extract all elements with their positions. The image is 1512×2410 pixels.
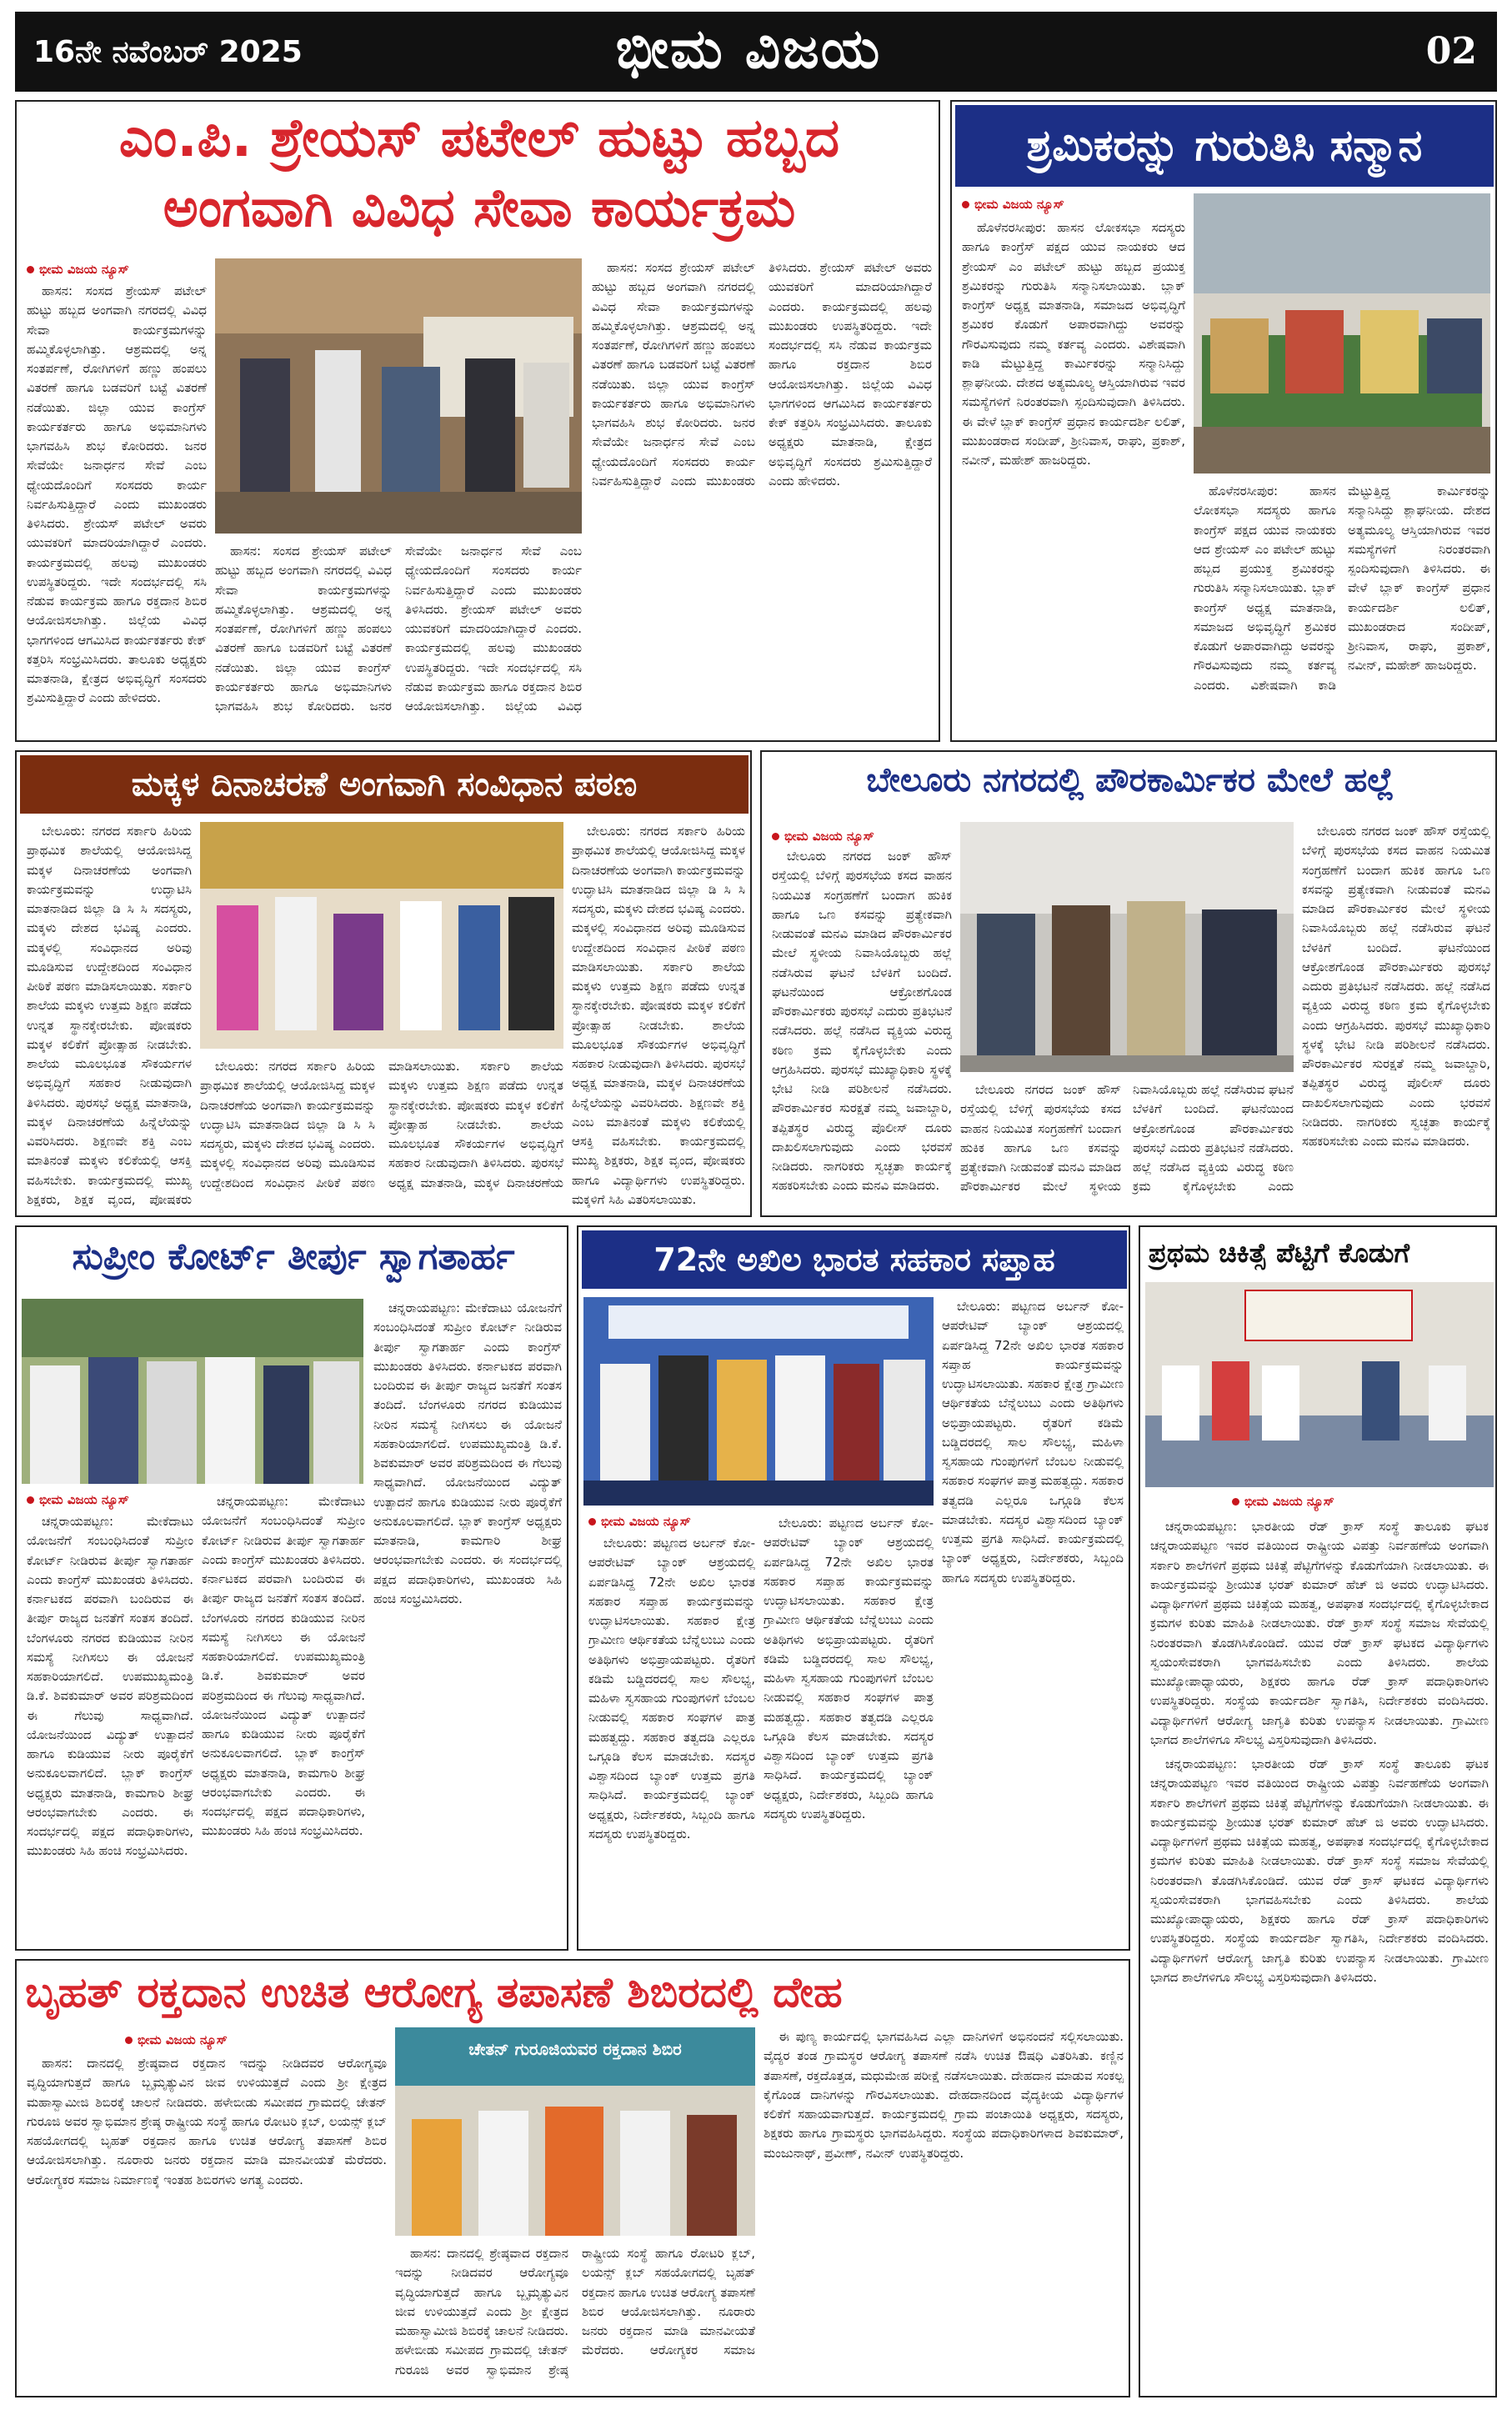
article-3: [15, 750, 752, 1217]
article-4-text-3: ಬೇಲೂರು ನಗರದ ಜಂಕ್ ಹೌಸ್ ರಸ್ತೆಯಲ್ಲಿ ಬೆಳಿಗ್ಗೆ ಪುರಸಭೆಯ ಕಸದ ವಾಹನ ನಿಯಮಿತ ಸಂಗ್ರಹಣೆಗೆ ಬಂದಾಗ ಹುಕಿಕ ಹಾಗೂ ಒಣ ಕಸವನ್ನು ಪ್ರತ್ಯೇಕವಾಗಿ ನೀಡುವಂತೆ ಮನವಿ ಮಾಡಿದ ಪೌರಕಾರ್ಮಿಕರ ಮೇಲೆ ಸ್ಥಳೀಯ ನಿವಾಸಿಯೊಬ್ಬರು ಹಲ್ಲೆ ನಡೆಸಿರುವ ಘಟನೆ ಬೆಳಕಿಗೆ ಬಂದಿದೆ. ಘಟನೆಯಿಂದ ಆಕ್ರೋಶಗೊಂಡ ಪೌರಕಾರ್ಮಿಕರು ಪುರಸಭೆ ಎದುರು ಪ್ರತಿಭಟನೆ ನಡೆಸಿದರು. ಹಲ್ಲೆ ನಡೆಸಿದ ವ್ಯಕ್ತಿಯ ವಿರುದ್ಧ ಕಠಿಣ ಕ್ರಮ ಕೈಗೊಳ್ಳಬೇಕು ಎಂದು ಆಗ್ರಹಿಸಿದರು. ಪುರಸಭೆ ಮುಖ್ಯಾಧಿಕಾರಿ ಸ್ಥಳಕ್ಕೆ ಭೇಟಿ ನೀಡಿ ಪರಿಶೀಲನೆ ನಡೆಸಿದರು. ಪೌರಕಾರ್ಮಿಕರ ಸುರಕ್ಷತೆ ನಮ್ಮ ಜವಾಬ್ದಾರಿ, ತಪ್ಪಿತಸ್ಥರ ವಿರುದ್ಧ ಪೊಲೀಸ್ ದೂರು ದಾಖಲಿಸಲಾಗುವುದು ಎಂದು ಭರವಸೆ ನೀಡಿದರು. ನಾಗರಿಕರು ಸ್ವಚ್ಛತಾ ಕಾರ್ಯಕ್ಕೆ ಸಹಕರಿಸಬೇಕು ಎಂದು ಮನವಿ ಮಾಡಿದರು.: [1302, 824, 1490, 1149]
article-4-body-left: [772, 847, 952, 1210]
article-6-text: ಬೇಲೂರು: ಪಟ್ಟಣದ ಅರ್ಬನ್ ಕೋ-ಆಪರೇಟಿವ್ ಬ್ಯಾಂಕ್ ಆಶ್ರಯದಲ್ಲಿ ಏರ್ಪಡಿಸಿದ್ದ 72ನೇ ಅಖಿಲ ಭಾರತ ಸಹಕಾರ ಸಪ್ತಾಹ ಕಾರ್ಯಕ್ರಮವನ್ನು ಉದ್ಘಾಟಿಸಲಾಯಿತು. ಸಹಕಾರ ಕ್ಷೇತ್ರ ಗ್ರಾಮೀಣ ಆರ್ಥಿಕತೆಯ ಬೆನ್ನೆಲುಬು ಎಂದು ಅತಿಥಿಗಳು ಅಭಿಪ್ರಾಯಪಟ್ಟರು. ರೈತರಿಗೆ ಕಡಿಮೆ ಬಡ್ಡಿದರದಲ್ಲಿ ಸಾಲ ಸೌಲಭ್ಯ, ಮಹಿಳಾ ಸ್ವಸಹಾಯ ಗುಂಪುಗಳಿಗೆ ಬೆಂಬಲ ನೀಡುವಲ್ಲಿ ಸಹಕಾರ ಸಂಘಗಳ ಪಾತ್ರ ಮಹತ್ವದ್ದು. ಸಹಕಾರ ತತ್ವದಡಿ ಎಲ್ಲರೂ ಒಗ್ಗೂಡಿ ಕೆಲಸ ಮಾಡಬೇಕು. ಸದಸ್ಯರ ವಿಶ್ವಾಸದಿಂದ ಬ್ಯಾಂಕ್ ಉತ್ತಮ ಪ್ರಗತಿ ಸಾಧಿಸಿದೆ. ಕಾರ್ಯಕ್ರಮದಲ್ಲಿ ಬ್ಯಾಂಕ್ ಅಧ್ಯಕ್ಷರು, ನಿರ್ದೇಶಕರು, ಸಿಬ್ಬಂದಿ ಹಾಗೂ ಸದಸ್ಯರು ಉಪಸ್ಥಿತರಿದ್ದರು.: [588, 1536, 755, 1841]
article-1-photo: [215, 258, 582, 534]
masthead: [15, 12, 1497, 92]
article-7-photo: [1145, 1282, 1494, 1487]
logo-text: ಭೀಮ ವಿಜಯ: [615, 17, 882, 81]
article-6-body-left: [588, 1534, 755, 1944]
news-tag: [772, 829, 874, 844]
tag-dot-icon: [962, 201, 969, 208]
article-8: [15, 1959, 1130, 2397]
article-1-body-right: [592, 258, 932, 734]
article-3-body-under-photo: [200, 1057, 563, 1210]
article-2-headline: ಶ್ರಮಿಕರನ್ನು ಗುರುತಿಸಿ ಸನ್ಮಾನ: [955, 105, 1494, 187]
article-1-text-3: ಹಾಸನ: ಸಂಸದ ಶ್ರೇಯಸ್ ಪಟೇಲ್ ಹುಟ್ಟು ಹಬ್ಬದ ಅಂಗವಾಗಿ ನಗರದಲ್ಲಿ ವಿವಿಧ ಸೇವಾ ಕಾರ್ಯಕ್ರಮಗಳನ್ನು ಹಮ್ಮಿಕೊಳ್ಳಲಾಗಿತ್ತು. ಆಶ್ರಮದಲ್ಲಿ ಅನ್ನ ಸಂತರ್ಪಣೆ, ರೋಗಿಗಳಿಗೆ ಹಣ್ಣು ಹಂಪಲು ವಿತರಣೆ ಹಾಗೂ ಬಡವರಿಗೆ ಬಟ್ಟೆ ವಿತರಣೆ ನಡೆಯಿತು. ಜಿಲ್ಲಾ ಯುವ ಕಾಂಗ್ರೆಸ್ ಕಾರ್ಯಕರ್ತರು ಹಾಗೂ ಅಭಿಮಾನಿಗಳು ಭಾಗವಹಿಸಿ ಶುಭ ಕೋರಿದರು. ಜನರ ಸೇವೆಯೇ ಜನಾರ್ಧನ ಸೇವೆ ಎಂಬ ಧ್ಯೇಯದೊಂದಿಗೆ ಸಂಸದರು ಕಾರ್ಯ ನಿರ್ವಹಿಸುತ್ತಿದ್ದಾರೆ ಎಂದು ಮುಖಂಡರು ತಿಳಿಸಿದರು. ಶ್ರೇಯಸ್ ಪಟೇಲ್ ಅವರು ಯುವಕರಿಗೆ ಮಾದರಿಯಾಗಿದ್ದಾರೆ ಎಂದರು. ಕಾರ್ಯಕ್ರಮದಲ್ಲಿ ಹಲವು ಮುಖಂಡರು ಉಪಸ್ಥಿತರಿದ್ದರು. ಇದೇ ಸಂದರ್ಭದಲ್ಲಿ ಸಸಿ ನೆಡುವ ಕಾರ್ಯಕ್ರಮ ಹಾಗೂ ರಕ್ತದಾನ ಶಿಬಿರ ಆಯೋಜಿಸಲಾಗಿತ್ತು. ಜಿಲ್ಲೆಯ ವಿವಿಧ ಭಾಗಗಳಿಂದ ಆಗಮಿಸಿದ ಕಾರ್ಯಕರ್ತರು ಕೇಕ್ ಕತ್ತರಿಸಿ ಸಂಭ್ರಮಿಸಿದರು. ತಾಲೂಕು ಅಧ್ಯಕ್ಷರು ಮಾತನಾಡಿ, ಕ್ಷೇತ್ರದ ಅಭಿವೃದ್ಧಿಗೆ ಸಂಸದರು ಶ್ರಮಿಸುತ್ತಿದ್ದಾರೆ ಎಂದು ಹೇಳಿದರು.: [592, 260, 932, 489]
news-tag: [588, 1514, 691, 1529]
article-6-text-2: ಬೇಲೂರು: ಪಟ್ಟಣದ ಅರ್ಬನ್ ಕೋ-ಆಪರೇಟಿವ್ ಬ್ಯಾಂಕ್ ಆಶ್ರಯದಲ್ಲಿ ಏರ್ಪಡಿಸಿದ್ದ 72ನೇ ಅಖಿಲ ಭಾರತ ಸಹಕಾರ ಸಪ್ತಾಹ ಕಾರ್ಯಕ್ರಮವನ್ನು ಉದ್ಘಾಟಿಸಲಾಯಿತು. ಸಹಕಾರ ಕ್ಷೇತ್ರ ಗ್ರಾಮೀಣ ಆರ್ಥಿಕತೆಯ ಬೆನ್ನೆಲುಬು ಎಂದು ಅತಿಥಿಗಳು ಅಭಿಪ್ರಾಯಪಟ್ಟರು. ರೈತರಿಗೆ ಕಡಿಮೆ ಬಡ್ಡಿದರದಲ್ಲಿ ಸಾಲ ಸೌಲಭ್ಯ, ಮಹಿಳಾ ಸ್ವಸಹಾಯ ಗುಂಪುಗಳಿಗೆ ಬೆಂಬಲ ನೀಡುವಲ್ಲಿ ಸಹಕಾರ ಸಂಘಗಳ ಪಾತ್ರ ಮಹತ್ವದ್ದು. ಸಹಕಾರ ತತ್ವದಡಿ ಎಲ್ಲರೂ ಒಗ್ಗೂಡಿ ಕೆಲಸ ಮಾಡಬೇಕು. ಸದಸ್ಯರ ವಿಶ್ವಾಸದಿಂದ ಬ್ಯಾಂಕ್ ಉತ್ತಮ ಪ್ರಗತಿ ಸಾಧಿಸಿದೆ. ಕಾರ್ಯಕ್ರಮದಲ್ಲಿ ಬ್ಯಾಂಕ್ ಅಧ್ಯಕ್ಷರು, ನಿರ್ದೇಶಕರು, ಸಿಬ್ಬಂದಿ ಹಾಗೂ ಸದಸ್ಯರು ಉಪಸ್ಥಿತರಿದ್ದರು.: [764, 1516, 934, 1821]
tag-dot-icon: [27, 1496, 34, 1504]
article-8-text-3: ಈ ಪುಣ್ಯ ಕಾರ್ಯದಲ್ಲಿ ಭಾಗವಹಿಸಿದ ಎಲ್ಲಾ ದಾನಿಗಳಿಗೆ ಅಭಿನಂದನೆ ಸಲ್ಲಿಸಲಾಯಿತು. ವೈದ್ಯರ ತಂಡ ಗ್ರಾಮಸ್ಥರ ಆರೋಗ್ಯ ತಪಾಸಣೆ ನಡೆಸಿ ಉಚಿತ ಔಷಧಿ ವಿತರಿಸಿತು. ಕಣ್ಣಿನ ತಪಾಸಣೆ, ರಕ್ತದೊತ್ತಡ, ಮಧುಮೇಹ ಪರೀಕ್ಷೆ ನಡೆಸಲಾಯಿತು. ದೇಹದಾನ ಮಾಡುವ ಸಂಕಲ್ಪ ಕೈಗೊಂಡ ದಾನಿಗಳನ್ನು ಗೌರವಿಸಲಾಯಿತು. ದೇಹದಾನದಿಂದ ವೈದ್ಯಕೀಯ ವಿದ್ಯಾರ್ಥಿಗಳ ಕಲಿಕೆಗೆ ಸಹಾಯವಾಗುತ್ತದೆ. ಕಾರ್ಯಕ್ರಮದಲ್ಲಿ ಗ್ರಾಮ ಪಂಚಾಯಿತಿ ಅಧ್ಯಕ್ಷರು, ಸದಸ್ಯರು, ಶಿಕ್ಷಕರು ಹಾಗೂ ಗ್ರಾಮಸ್ಥರು ಭಾಗವಹಿಸಿದ್ದರು. ಸಂಸ್ಥೆಯ ಪದಾಧಿಕಾರಿಗಳಾದ ಶಿವಕುಮಾರ್, ಮಂಜುನಾಥ್, ಪ್ರವೀಣ್, ನವೀನ್ ಉಪಸ್ಥಿತರಿದ್ದರು.: [764, 2029, 1124, 2161]
article-3-body-right: [572, 822, 745, 1210]
article-1-text-2: ಹಾಸನ: ಸಂಸದ ಶ್ರೇಯಸ್ ಪಟೇಲ್ ಹುಟ್ಟು ಹಬ್ಬದ ಅಂಗವಾಗಿ ನಗರದಲ್ಲಿ ವಿವಿಧ ಸೇವಾ ಕಾರ್ಯಕ್ರಮಗಳನ್ನು ಹಮ್ಮಿಕೊಳ್ಳಲಾಗಿತ್ತು. ಆಶ್ರಮದಲ್ಲಿ ಅನ್ನ ಸಂತರ್ಪಣೆ, ರೋಗಿಗಳಿಗೆ ಹಣ್ಣು ಹಂಪಲು ವಿತರಣೆ ಹಾಗೂ ಬಡವರಿಗೆ ಬಟ್ಟೆ ವಿತರಣೆ ನಡೆಯಿತು. ಜಿಲ್ಲಾ ಯುವ ಕಾಂಗ್ರೆಸ್ ಕಾರ್ಯಕರ್ತರು ಹಾಗೂ ಅಭಿಮಾನಿಗಳು ಭಾಗವಹಿಸಿ ಶುಭ ಕೋರಿದರು. ಜನರ ಸೇವೆಯೇ ಜನಾರ್ಧನ ಸೇವೆ ಎಂಬ ಧ್ಯೇಯದೊಂದಿಗೆ ಸಂಸದರು ಕಾರ್ಯ ನಿರ್ವಹಿಸುತ್ತಿದ್ದಾರೆ ಎಂದು ಮುಖಂಡರು ತಿಳಿಸಿದರು. ಶ್ರೇಯಸ್ ಪಟೇಲ್ ಅವರು ಯುವಕರಿಗೆ ಮಾದರಿಯಾಗಿದ್ದಾರೆ ಎಂದರು. ಕಾರ್ಯಕ್ರಮದಲ್ಲಿ ಹಲವು ಮುಖಂಡರು ಉಪಸ್ಥಿತರಿದ್ದರು. ಇದೇ ಸಂದರ್ಭದಲ್ಲಿ ಸಸಿ ನೆಡುವ ಕಾರ್ಯಕ್ರಮ ಹಾಗೂ ರಕ್ತದಾನ ಶಿಬಿರ ಆಯೋಜಿಸಲಾಗಿತ್ತು. ಜಿಲ್ಲೆಯ ವಿವಿಧ: [215, 544, 582, 714]
news-tag: [125, 2032, 228, 2047]
news-tag-label: ಭೀಮ ವಿಜಯ ನ್ಯೂಸ್: [39, 1492, 129, 1507]
article-3-text: ಬೇಲೂರು: ನಗರದ ಸರ್ಕಾರಿ ಹಿರಿಯ ಪ್ರಾಥಮಿಕ ಶಾಲೆಯಲ್ಲಿ ಆಯೋಜಿಸಿದ್ದ ಮಕ್ಕಳ ದಿನಾಚರಣೆಯ ಅಂಗವಾಗಿ ಕಾರ್ಯಕ್ರಮವನ್ನು ಉದ್ಘಾಟಿಸಿ ಮಾತನಾಡಿದ ಜಿಲ್ಲಾ ಡಿ ಸಿ ಸಿ ಸದಸ್ಯರು, ಮಕ್ಕಳು ದೇಶದ ಭವಿಷ್ಯ ಎಂದರು. ಮಕ್ಕಳಲ್ಲಿ ಸಂವಿಧಾನದ ಅರಿವು ಮೂಡಿಸುವ ಉದ್ದೇಶದಿಂದ ಸಂವಿಧಾನ ಪೀಠಿಕೆ ಪಠಣ ಮಾಡಿಸಲಾಯಿತು. ಸರ್ಕಾರಿ ಶಾಲೆಯ ಮಕ್ಕಳು ಉತ್ತಮ ಶಿಕ್ಷಣ ಪಡೆದು ಉನ್ನತ ಸ್ಥಾನಕ್ಕೇರಬೇಕು. ಪೋಷಕರು ಮಕ್ಕಳ ಕಲಿಕೆಗೆ ಪ್ರೋತ್ಸಾಹ ನೀಡಬೇಕು. ಶಾಲೆಯ ಮೂಲಭೂತ ಸೌಕರ್ಯಗಳ ಅಭಿವೃದ್ಧಿಗೆ ಸಹಕಾರ ನೀಡುವುದಾಗಿ ತಿಳಿಸಿದರು. ಪುರಸಭೆ ಅಧ್ಯಕ್ಷ ಮಾತನಾಡಿ, ಮಕ್ಕಳ ದಿನಾಚರಣೆಯ ಹಿನ್ನೆಲೆಯನ್ನು ವಿವರಿಸಿದರು. ಶಿಕ್ಷಣವೇ ಶಕ್ತಿ ಎಂಬ ಮಾತಿನಂತೆ ಮಕ್ಕಳು ಕಲಿಕೆಯಲ್ಲಿ ಆಸಕ್ತಿ ವಹಿಸಬೇಕು. ಕಾರ್ಯಕ್ರಮದಲ್ಲಿ ಮುಖ್ಯ ಶಿಕ್ಷಕರು, ಶಿಕ್ಷಕ ವೃಂದ, ಪೋಷಕರು: [27, 824, 192, 1207]
newspaper-logo: [482, 17, 1015, 83]
article-5-body-right: [373, 1299, 562, 1944]
tag-dot-icon: [772, 833, 779, 840]
article-4-photo: [960, 822, 1294, 1072]
article-3-text-3: ಬೇಲೂರು: ನಗರದ ಸರ್ಕಾರಿ ಹಿರಿಯ ಪ್ರಾಥಮಿಕ ಶಾಲೆಯಲ್ಲಿ ಆಯೋಜಿಸಿದ್ದ ಮಕ್ಕಳ ದಿನಾಚರಣೆಯ ಅಂಗವಾಗಿ ಕಾರ್ಯಕ್ರಮವನ್ನು ಉದ್ಘಾಟಿಸಿ ಮಾತನಾಡಿದ ಜಿಲ್ಲಾ ಡಿ ಸಿ ಸಿ ಸದಸ್ಯರು, ಮಕ್ಕಳು ದೇಶದ ಭವಿಷ್ಯ ಎಂದರು. ಮಕ್ಕಳಲ್ಲಿ ಸಂವಿಧಾನದ ಅರಿವು ಮೂಡಿಸುವ ಉದ್ದೇಶದಿಂದ ಸಂವಿಧಾನ ಪೀಠಿಕೆ ಪಠಣ ಮಾಡಿಸಲಾಯಿತು. ಸರ್ಕಾರಿ ಶಾಲೆಯ ಮಕ್ಕಳು ಉತ್ತಮ ಶಿಕ್ಷಣ ಪಡೆದು ಉನ್ನತ ಸ್ಥಾನಕ್ಕೇರಬೇಕು. ಪೋಷಕರು ಮಕ್ಕಳ ಕಲಿಕೆಗೆ ಪ್ರೋತ್ಸಾಹ ನೀಡಬೇಕು. ಶಾಲೆಯ ಮೂಲಭೂತ ಸೌಕರ್ಯಗಳ ಅಭಿವೃದ್ಧಿಗೆ ಸಹಕಾರ ನೀಡುವುದಾಗಿ ತಿಳಿಸಿದರು. ಪುರಸಭೆ ಅಧ್ಯಕ್ಷ ಮಾತನಾಡಿ, ಮಕ್ಕಳ ದಿನಾಚರಣೆಯ ಹಿನ್ನೆಲೆಯನ್ನು ವಿವರಿಸಿದರು. ಶಿಕ್ಷಣವೇ ಶಕ್ತಿ ಎಂಬ ಮಾತಿನಂತೆ ಮಕ್ಕಳು ಕಲಿಕೆಯಲ್ಲಿ ಆಸಕ್ತಿ ವಹಿಸಬೇಕು. ಕಾರ್ಯಕ್ರಮದಲ್ಲಿ ಮುಖ್ಯ ಶಿಕ್ಷಕರು, ಶಿಕ್ಷಕ ವೃಂದ, ಪೋಷಕರು ಹಾಗೂ ವಿದ್ಯಾರ್ಥಿಗಳು ಉಪಸ್ಥಿತರಿದ್ದರು. ಮಕ್ಕಳಿಗೆ ಸಿಹಿ ವಿತರಿಸಲಾಯಿತು.: [572, 824, 745, 1207]
news-tag-label: ಭೀಮ ವಿಜಯ ನ್ಯೂಸ್: [601, 1514, 691, 1529]
article-4-body-under-photo: [960, 1080, 1294, 1210]
article-4-text-2: ಬೇಲೂರು ನಗರದ ಜಂಕ್ ಹೌಸ್ ರಸ್ತೆಯಲ್ಲಿ ಬೆಳಿಗ್ಗೆ ಪುರಸಭೆಯ ಕಸದ ವಾಹನ ನಿಯಮಿತ ಸಂಗ್ರಹಣೆಗೆ ಬಂದಾಗ ಹುಕಿಕ ಹಾಗೂ ಒಣ ಕಸವನ್ನು ಪ್ರತ್ಯೇಕವಾಗಿ ನೀಡುವಂತೆ ಮನವಿ ಮಾಡಿದ ಪೌರಕಾರ್ಮಿಕರ ಮೇಲೆ ಸ್ಥಳೀಯ ನಿವಾಸಿಯೊಬ್ಬರು ಹಲ್ಲೆ ನಡೆಸಿರುವ ಘಟನೆ ಬೆಳಕಿಗೆ ಬಂದಿದೆ. ಘಟನೆಯಿಂದ ಆಕ್ರೋಶಗೊಂಡ ಪೌರಕಾರ್ಮಿಕರು ಪುರಸಭೆ ಎದುರು ಪ್ರತಿಭಟನೆ ನಡೆಸಿದರು. ಹಲ್ಲೆ ನಡೆಸಿದ ವ್ಯಕ್ತಿಯ ವಿರುದ್ಧ ಕಠಿಣ ಕ್ರಮ ಕೈಗೊಳ್ಳಬೇಕು ಎಂದು: [960, 1082, 1294, 1195]
article-8-body-right: [764, 2027, 1124, 2391]
article-6-photo: [583, 1297, 934, 1506]
article-6-text-3: ಬೇಲೂರು: ಪಟ್ಟಣದ ಅರ್ಬನ್ ಕೋ-ಆಪರೇಟಿವ್ ಬ್ಯಾಂಕ್ ಆಶ್ರಯದಲ್ಲಿ ಏರ್ಪಡಿಸಿದ್ದ 72ನೇ ಅಖಿಲ ಭಾರತ ಸಹಕಾರ ಸಪ್ತಾಹ ಕಾರ್ಯಕ್ರಮವನ್ನು ಉದ್ಘಾಟಿಸಲಾಯಿತು. ಸಹಕಾರ ಕ್ಷೇತ್ರ ಗ್ರಾಮೀಣ ಆರ್ಥಿಕತೆಯ ಬೆನ್ನೆಲುಬು ಎಂದು ಅತಿಥಿಗಳು ಅಭಿಪ್ರಾಯಪಟ್ಟರು. ರೈತರಿಗೆ ಕಡಿಮೆ ಬಡ್ಡಿದರದಲ್ಲಿ ಸಾಲ ಸೌಲಭ್ಯ, ಮಹಿಳಾ ಸ್ವಸಹಾಯ ಗುಂಪುಗಳಿಗೆ ಬೆಂಬಲ ನೀಡುವಲ್ಲಿ ಸಹಕಾರ ಸಂಘಗಳ ಪಾತ್ರ ಮಹತ್ವದ್ದು. ಸಹಕಾರ ತತ್ವದಡಿ ಎಲ್ಲರೂ ಒಗ್ಗೂಡಿ ಕೆಲಸ ಮಾಡಬೇಕು. ಸದಸ್ಯರ ವಿಶ್ವಾಸದಿಂದ ಬ್ಯಾಂಕ್ ಉತ್ತಮ ಪ್ರಗತಿ ಸಾಧಿಸಿದೆ. ಕಾರ್ಯಕ್ರಮದಲ್ಲಿ ಬ್ಯಾಂಕ್ ಅಧ್ಯಕ್ಷರು, ನಿರ್ದೇಶಕರು, ಸಿಬ್ಬಂದಿ ಹಾಗೂ ಸದಸ್ಯರು ಉಪಸ್ಥಿತರಿದ್ದರು.: [942, 1299, 1124, 1586]
article-5-body-mid: [202, 1492, 365, 1944]
article-6: [577, 1225, 1130, 1951]
news-tag: [1232, 1494, 1334, 1509]
article-8-body-left: [27, 2054, 387, 2391]
news-tag: [27, 262, 129, 277]
article-2-photo: [1194, 193, 1490, 473]
article-8-body-mid: [395, 2244, 755, 2391]
article-4-body-right: [1302, 822, 1490, 1210]
tag-dot-icon: [125, 2037, 133, 2044]
article-1: [15, 100, 940, 742]
news-tag: [27, 1492, 129, 1507]
article-3-photo: [200, 822, 563, 1049]
article-7: [1139, 1225, 1497, 2397]
article-2: [950, 100, 1497, 742]
tag-dot-icon: [588, 1518, 596, 1526]
article-7-body: [1150, 1517, 1489, 2391]
article-8-photo: [395, 2027, 755, 2236]
article-5-text-3: ಚನ್ನರಾಯಪಟ್ಟಣ: ಮೇಕೆದಾಟು ಯೋಜನೆಗೆ ಸಂಬಂಧಿಸಿದಂತೆ ಸುಪ್ರೀಂ ಕೋರ್ಟ್ ನೀಡಿರುವ ತೀರ್ಪು ಸ್ವಾಗತಾರ್ಹ ಎಂದು ಕಾಂಗ್ರೆಸ್ ಮುಖಂಡರು ತಿಳಿಸಿದರು. ಕರ್ನಾಟಕದ ಪರವಾಗಿ ಬಂದಿರುವ ಈ ತೀರ್ಪು ರಾಜ್ಯದ ಜನತೆಗೆ ಸಂತಸ ತಂದಿದೆ. ಬೆಂಗಳೂರು ನಗರದ ಕುಡಿಯುವ ನೀರಿನ ಸಮಸ್ಯೆ ನೀಗಿಸಲು ಈ ಯೋಜನೆ ಸಹಕಾರಿಯಾಗಲಿದೆ. ಉಪಮುಖ್ಯಮಂತ್ರಿ ಡಿ.ಕೆ. ಶಿವಕುಮಾರ್ ಅವರ ಪರಿಶ್ರಮದಿಂದ ಈ ಗೆಲುವು ಸಾಧ್ಯವಾಗಿದೆ. ಯೋಜನೆಯಿಂದ ವಿದ್ಯುತ್ ಉತ್ಪಾದನೆ ಹಾಗೂ ಕುಡಿಯುವ ನೀರು ಪೂರೈಕೆಗೆ ಅನುಕೂಲವಾಗಲಿದೆ. ಬ್ಲಾಕ್ ಕಾಂಗ್ರೆಸ್ ಅಧ್ಯಕ್ಷರು ಮಾತನಾಡಿ, ಕಾಮಗಾರಿ ಶೀಘ್ರ ಆರಂಭವಾಗಬೇಕು ಎಂದರು. ಈ ಸಂದರ್ಭದಲ್ಲಿ ಪಕ್ಷದ ಪದಾಧಿಕಾರಿಗಳು, ಮುಖಂಡರು ಸಿಹಿ ಹಂಚಿ ಸಂಭ್ರಮಿಸಿದರು.: [373, 1300, 562, 1606]
article-2-text-2: ಹೊಳೆನರಸೀಪುರ: ಹಾಸನ ಲೋಕಸಭಾ ಸದಸ್ಯರು ಹಾಗೂ ಕಾಂಗ್ರೆಸ್ ಪಕ್ಷದ ಯುವ ನಾಯಕರು ಆದ ಶ್ರೇಯಸ್ ಎಂ ಪಟೇಲ್ ಹುಟ್ಟು ಹಬ್ಬದ ಪ್ರಯುಕ್ತ ಶ್ರಮಿಕರನ್ನು ಗುರುತಿಸಿ ಸನ್ಮಾನಿಸಲಾಯಿತು. ಬ್ಲಾಕ್ ಕಾಂಗ್ರೆಸ್ ಅಧ್ಯಕ್ಷ ಮಾತನಾಡಿ, ಸಮಾಜದ ಅಭಿವೃದ್ಧಿಗೆ ಶ್ರಮಿಕರ ಕೊಡುಗೆ ಅಪಾರವಾಗಿದ್ದು ಅವರನ್ನು ಗೌರವಿಸುವುದು ನಮ್ಮ ಕರ್ತವ್ಯ ಎಂದರು. ವಿಶೇಷವಾಗಿ ಕಾಡಿ ಮೆಟ್ಟುತ್ತಿದ್ದ ಕಾರ್ಮಿಕರನ್ನು ಸನ್ಮಾನಿಸಿದ್ದು ಶ್ಲಾಘನೀಯ. ದೇಶದ ಅತ್ಯಮೂಲ್ಯ ಆಸ್ತಿಯಾಗಿರುವ ಇವರ ಸಮಸ್ಯೆಗಳಿಗೆ ನಿರಂತರವಾಗಿ ಸ್ಪಂದಿಸುವುದಾಗಿ ತಿಳಿಸಿದರು. ಈ ವೇಳೆ ಬ್ಲಾಕ್ ಕಾಂಗ್ರೆಸ್ ಪ್ರಧಾನ ಕಾರ್ಯದರ್ಶಿ ಲಲಿತ್, ಮುಖಂಡರಾದ ಸಂದೀಪ್, ಶ್ರೀನಿವಾಸ, ರಾಘು, ಪ್ರಕಾಶ್, ನವೀನ್, ಮಹೇಶ್ ಹಾಜರಿದ್ದರು.: [1194, 484, 1490, 693]
article-5-photo: [22, 1299, 363, 1484]
article-2-body-left: [962, 218, 1185, 734]
article-5: [15, 1225, 568, 1951]
article-1-body-under-photo: [215, 542, 582, 734]
article-6-body-mid: [764, 1514, 934, 1944]
article-3-headline: ಮಕ್ಕಳ ದಿನಾಚರಣೆ ಅಂಗವಾಗಿ ಸಂವಿಧಾನ ಪಠಣ: [20, 755, 748, 814]
article-6-body-right: [942, 1297, 1124, 1944]
article-8-photo-banner: ಚೇತನ್ ಗುರೂಜಿಯವರ ರಕ್ತದಾನ ಶಿಬಿರ: [468, 2039, 682, 2059]
article-1-text: ಹಾಸನ: ಸಂಸದ ಶ್ರೇಯಸ್ ಪಟೇಲ್ ಹುಟ್ಟು ಹಬ್ಬದ ಅಂಗವಾಗಿ ನಗರದಲ್ಲಿ ವಿವಿಧ ಸೇವಾ ಕಾರ್ಯಕ್ರಮಗಳನ್ನು ಹಮ್ಮಿಕೊಳ್ಳಲಾಗಿತ್ತು. ಆಶ್ರಮದಲ್ಲಿ ಅನ್ನ ಸಂತರ್ಪಣೆ, ರೋಗಿಗಳಿಗೆ ಹಣ್ಣು ಹಂಪಲು ವಿತರಣೆ ಹಾಗೂ ಬಡವರಿಗೆ ಬಟ್ಟೆ ವಿತರಣೆ ನಡೆಯಿತು. ಜಿಲ್ಲಾ ಯುವ ಕಾಂಗ್ರೆಸ್ ಕಾರ್ಯಕರ್ತರು ಹಾಗೂ ಅಭಿಮಾನಿಗಳು ಭಾಗವಹಿಸಿ ಶುಭ ಕೋರಿದರು. ಜನರ ಸೇವೆಯೇ ಜನಾರ್ಧನ ಸೇವೆ ಎಂಬ ಧ್ಯೇಯದೊಂದಿಗೆ ಸಂಸದರು ಕಾರ್ಯ ನಿರ್ವಹಿಸುತ್ತಿದ್ದಾರೆ ಎಂದು ಮುಖಂಡರು ತಿಳಿಸಿದರು. ಶ್ರೇಯಸ್ ಪಟೇಲ್ ಅವರು ಯುವಕರಿಗೆ ಮಾದರಿಯಾಗಿದ್ದಾರೆ ಎಂದರು. ಕಾರ್ಯಕ್ರಮದಲ್ಲಿ ಹಲವು ಮುಖಂಡರು ಉಪಸ್ಥಿತರಿದ್ದರು. ಇದೇ ಸಂದರ್ಭದಲ್ಲಿ ಸಸಿ ನೆಡುವ ಕಾರ್ಯಕ್ರಮ ಹಾಗೂ ರಕ್ತದಾನ ಶಿಬಿರ ಆಯೋಜಿಸಲಾಗಿತ್ತು. ಜಿಲ್ಲೆಯ ವಿವಿಧ ಭಾಗಗಳಿಂದ ಆಗಮಿಸಿದ ಕಾರ್ಯಕರ್ತರು ಕೇಕ್ ಕತ್ತರಿಸಿ ಸಂಭ್ರಮಿಸಿದರು. ತಾಲೂಕು ಅಧ್ಯಕ್ಷರು ಮಾತನಾಡಿ, ಕ್ಷೇತ್ರದ ಅಭಿವೃದ್ಧಿಗೆ ಸಂಸದರು ಶ್ರಮಿಸುತ್ತಿದ್ದಾರೆ ಎಂದು ಹೇಳಿದರು.: [27, 283, 207, 706]
article-5-text-2: ಚನ್ನರಾಯಪಟ್ಟಣ: ಮೇಕೆದಾಟು ಯೋಜನೆಗೆ ಸಂಬಂಧಿಸಿದಂತೆ ಸುಪ್ರೀಂ ಕೋರ್ಟ್ ನೀಡಿರುವ ತೀರ್ಪು ಸ್ವಾಗತಾರ್ಹ ಎಂದು ಕಾಂಗ್ರೆಸ್ ಮುಖಂಡರು ತಿಳಿಸಿದರು. ಕರ್ನಾಟಕದ ಪರವಾಗಿ ಬಂದಿರುವ ಈ ತೀರ್ಪು ರಾಜ್ಯದ ಜನತೆಗೆ ಸಂತಸ ತಂದಿದೆ. ಬೆಂಗಳೂರು ನಗರದ ಕುಡಿಯುವ ನೀರಿನ ಸಮಸ್ಯೆ ನೀಗಿಸಲು ಈ ಯೋಜನೆ ಸಹಕಾರಿಯಾಗಲಿದೆ. ಉಪಮುಖ್ಯಮಂತ್ರಿ ಡಿ.ಕೆ. ಶಿವಕುಮಾರ್ ಅವರ ಪರಿಶ್ರಮದಿಂದ ಈ ಗೆಲುವು ಸಾಧ್ಯವಾಗಿದೆ. ಯೋಜನೆಯಿಂದ ವಿದ್ಯುತ್ ಉತ್ಪಾದನೆ ಹಾಗೂ ಕುಡಿಯುವ ನೀರು ಪೂರೈಕೆಗೆ ಅನುಕೂಲವಾಗಲಿದೆ. ಬ್ಲಾಕ್ ಕಾಂಗ್ರೆಸ್ ಅಧ್ಯಕ್ಷರು ಮಾತನಾಡಿ, ಕಾಮಗಾರಿ ಶೀಘ್ರ ಆರಂಭವಾಗಬೇಕು ಎಂದರು. ಈ ಸಂದರ್ಭದಲ್ಲಿ ಪಕ್ಷದ ಪದಾಧಿಕಾರಿಗಳು, ಮುಖಂಡರು ಸಿಹಿ ಹಂಚಿ ಸಂಭ್ರಮಿಸಿದರು.: [202, 1494, 365, 1839]
article-5-headline: ಸುಪ್ರೀಂ ಕೋರ್ಟ್ ತೀರ್ಪು ಸ್ವಾಗತಾರ್ಹ: [72, 1235, 515, 1278]
article-5-body-left: [27, 1512, 193, 1944]
article-4-text: ಬೇಲೂರು ನಗರದ ಜಂಕ್ ಹೌಸ್ ರಸ್ತೆಯಲ್ಲಿ ಬೆಳಿಗ್ಗೆ ಪುರಸಭೆಯ ಕಸದ ವಾಹನ ನಿಯಮಿತ ಸಂಗ್ರಹಣೆಗೆ ಬಂದಾಗ ಹುಕಿಕ ಹಾಗೂ ಒಣ ಕಸವನ್ನು ಪ್ರತ್ಯೇಕವಾಗಿ ನೀಡುವಂತೆ ಮನವಿ ಮಾಡಿದ ಪೌರಕಾರ್ಮಿಕರ ಮೇಲೆ ಸ್ಥಳೀಯ ನಿವಾಸಿಯೊಬ್ಬರು ಹಲ್ಲೆ ನಡೆಸಿರುವ ಘಟನೆ ಬೆಳಕಿಗೆ ಬಂದಿದೆ. ಘಟನೆಯಿಂದ ಆಕ್ರೋಶಗೊಂಡ ಪೌರಕಾರ್ಮಿಕರು ಪುರಸಭೆ ಎದುರು ಪ್ರತಿಭಟನೆ ನಡೆಸಿದರು. ಹಲ್ಲೆ ನಡೆಸಿದ ವ್ಯಕ್ತಿಯ ವಿರುದ್ಧ ಕಠಿಣ ಕ್ರಮ ಕೈಗೊಳ್ಳಬೇಕು ಎಂದು ಆಗ್ರಹಿಸಿದರು. ಪುರಸಭೆ ಮುಖ್ಯಾಧಿಕಾರಿ ಸ್ಥಳಕ್ಕೆ ಭೇಟಿ ನೀಡಿ ಪರಿಶೀಲನೆ ನಡೆಸಿದರು. ಪೌರಕಾರ್ಮಿಕರ ಸುರಕ್ಷತೆ ನಮ್ಮ ಜವಾಬ್ದಾರಿ, ತಪ್ಪಿತಸ್ಥರ ವಿರುದ್ಧ ಪೊಲೀಸ್ ದೂರು ದಾಖಲಿಸಲಾಗುವುದು ಎಂದು ಭರವಸೆ ನೀಡಿದರು. ನಾಗರಿಕರು ಸ್ವಚ್ಛತಾ ಕಾರ್ಯಕ್ಕೆ ಸಹಕರಿಸಬೇಕು ಎಂದು ಮನವಿ ಮಾಡಿದರು.: [772, 849, 952, 1194]
article-1-headline-2: ಅಂಗವಾಗಿ ವಿವಿಧ ಸೇವಾ ಕಾರ್ಯಕ್ರಮ: [163, 178, 796, 239]
news-tag: [962, 197, 1064, 212]
article-2-text: ಹೊಳೆನರಸೀಪುರ: ಹಾಸನ ಲೋಕಸಭಾ ಸದಸ್ಯರು ಹಾಗೂ ಕಾಂಗ್ರೆಸ್ ಪಕ್ಷದ ಯುವ ನಾಯಕರು ಆದ ಶ್ರೇಯಸ್ ಎಂ ಪಟೇಲ್ ಹುಟ್ಟು ಹಬ್ಬದ ಪ್ರಯುಕ್ತ ಶ್ರಮಿಕರನ್ನು ಗುರುತಿಸಿ ಸನ್ಮಾನಿಸಲಾಯಿತು. ಬ್ಲಾಕ್ ಕಾಂಗ್ರೆಸ್ ಅಧ್ಯಕ್ಷ ಮಾತನಾಡಿ, ಸಮಾಜದ ಅಭಿವೃದ್ಧಿಗೆ ಶ್ರಮಿಕರ ಕೊಡುಗೆ ಅಪಾರವಾಗಿದ್ದು ಅವರನ್ನು ಗೌರವಿಸುವುದು ನಮ್ಮ ಕರ್ತವ್ಯ ಎಂದರು. ವಿಶೇಷವಾಗಿ ಕಾಡಿ ಮೆಟ್ಟುತ್ತಿದ್ದ ಕಾರ್ಮಿಕರನ್ನು ಸನ್ಮಾನಿಸಿದ್ದು ಶ್ಲಾಘನೀಯ. ದೇಶದ ಅತ್ಯಮೂಲ್ಯ ಆಸ್ತಿಯಾಗಿರುವ ಇವರ ಸಮಸ್ಯೆಗಳಿಗೆ ನಿರಂತರವಾಗಿ ಸ್ಪಂದಿಸುವುದಾಗಿ ತಿಳಿಸಿದರು. ಈ ವೇಳೆ ಬ್ಲಾಕ್ ಕಾಂಗ್ರೆಸ್ ಪ್ರಧಾನ ಕಾರ್ಯದರ್ಶಿ ಲಲಿತ್, ಮುಖಂಡರಾದ ಸಂದೀಪ್, ಶ್ರೀನಿವಾಸ, ರಾಘು, ಪ್ರಕಾಶ್, ನವೀನ್, ಮಹೇಶ್ ಹಾಜರಿದ್ದರು.: [962, 220, 1185, 468]
article-4-headline: ಬೇಲೂರು ನಗರದಲ್ಲಿ ಪೌರಕಾರ್ಮಿಕರ ಮೇಲೆ ಹಲ್ಲೆ: [866, 761, 1394, 799]
article-3-text-2: ಬೇಲೂರು: ನಗರದ ಸರ್ಕಾರಿ ಹಿರಿಯ ಪ್ರಾಥಮಿಕ ಶಾಲೆಯಲ್ಲಿ ಆಯೋಜಿಸಿದ್ದ ಮಕ್ಕಳ ದಿನಾಚರಣೆಯ ಅಂಗವಾಗಿ ಕಾರ್ಯಕ್ರಮವನ್ನು ಉದ್ಘಾಟಿಸಿ ಮಾತನಾಡಿದ ಜಿಲ್ಲಾ ಡಿ ಸಿ ಸಿ ಸದಸ್ಯರು, ಮಕ್ಕಳು ದೇಶದ ಭವಿಷ್ಯ ಎಂದರು. ಮಕ್ಕಳಲ್ಲಿ ಸಂವಿಧಾನದ ಅರಿವು ಮೂಡಿಸುವ ಉದ್ದೇಶದಿಂದ ಸಂವಿಧಾನ ಪೀಠಿಕೆ ಪಠಣ ಮಾಡಿಸಲಾಯಿತು. ಸರ್ಕಾರಿ ಶಾಲೆಯ ಮಕ್ಕಳು ಉತ್ತಮ ಶಿಕ್ಷಣ ಪಡೆದು ಉನ್ನತ ಸ್ಥಾನಕ್ಕೇರಬೇಕು. ಪೋಷಕರು ಮಕ್ಕಳ ಕಲಿಕೆಗೆ ಪ್ರೋತ್ಸಾಹ ನೀಡಬೇಕು. ಶಾಲೆಯ ಮೂಲಭೂತ ಸೌಕರ್ಯಗಳ ಅಭಿವೃದ್ಧಿಗೆ ಸಹಕಾರ ನೀಡುವುದಾಗಿ ತಿಳಿಸಿದರು. ಪುರಸಭೆ ಅಧ್ಯಕ್ಷ ಮಾತನಾಡಿ, ಮಕ್ಕಳ ದಿನಾಚರಣೆಯ: [200, 1059, 563, 1190]
news-tag-label: ಭೀಮ ವಿಜಯ ನ್ಯೂಸ್: [974, 197, 1064, 212]
article-7-text-2: ಚನ್ನರಾಯಪಟ್ಟಣ: ಭಾರತೀಯ ರೆಡ್ ಕ್ರಾಸ್ ಸಂಸ್ಥೆ ತಾಲೂಕು ಘಟಕ ಚನ್ನರಾಯಪಟ್ಟಣ ಇವರ ವತಿಯಿಂದ ರಾಷ್ಟ್ರೀಯ ವಿಪತ್ತು ನಿರ್ವಹಣೆಯ ಅಂಗವಾಗಿ ಸರ್ಕಾರಿ ಶಾಲೆಗಳಿಗೆ ಪ್ರಥಮ ಚಿಕಿತ್ಸೆ ಪೆಟ್ಟಿಗೆಗಳನ್ನು ಕೊಡುಗೆಯಾಗಿ ನೀಡಲಾಯಿತು. ಈ ಕಾರ್ಯಕ್ರಮವನ್ನು ಶ್ರೀಯುತ ಭರತ್ ಕುಮಾರ್ ಹೆಚ್ ಜಿ ಅವರು ಉದ್ಘಾಟಿಸಿದರು. ವಿದ್ಯಾರ್ಥಿಗಳಿಗೆ ಪ್ರಥಮ ಚಿಕಿತ್ಸೆಯ ಮಹತ್ವ, ಅಪಘಾತ ಸಂದರ್ಭದಲ್ಲಿ ಕೈಗೊಳ್ಳಬೇಕಾದ ಕ್ರಮಗಳ ಕುರಿತು ಮಾಹಿತಿ ನೀಡಲಾಯಿತು. ರೆಡ್ ಕ್ರಾಸ್ ಸಂಸ್ಥೆ ಸಮಾಜ ಸೇವೆಯಲ್ಲಿ ನಿರಂತರವಾಗಿ ತೊಡಗಿಸಿಕೊಂಡಿದೆ. ಯುವ ರೆಡ್ ಕ್ರಾಸ್ ಘಟಕದ ವಿದ್ಯಾರ್ಥಿಗಳು ಸ್ವಯಂಸೇವಕರಾಗಿ ಭಾಗವಹಿಸಬೇಕು ಎಂದು ತಿಳಿಸಿದರು. ಶಾಲೆಯ ಮುಖ್ಯೋಪಾಧ್ಯಾಯರು, ಶಿಕ್ಷಕರು ಹಾಗೂ ರೆಡ್ ಕ್ರಾಸ್ ಪದಾಧಿಕಾರಿಗಳು ಉಪಸ್ಥಿತರಿದ್ದರು. ಸಂಸ್ಥೆಯ ಕಾರ್ಯದರ್ಶಿ ಸ್ವಾಗತಿಸಿ, ನಿರ್ದೇಶಕರು ವಂದಿಸಿದರು. ವಿದ್ಯಾರ್ಥಿಗಳಿಗೆ ಆರೋಗ್ಯ ಜಾಗೃತಿ ಕುರಿತು ಉಪನ್ಯಾಸ ನೀಡಲಾಯಿತು. ಗ್ರಾಮೀಣ ಭಾಗದ ಶಾಲೆಗಳಿಗೂ ಸೌಲಭ್ಯ ವಿಸ್ತರಿಸುವುದಾಗಿ ತಿಳಿಸಿದರು.: [1150, 1756, 1489, 1985]
news-tag-label: ಭೀಮ ವಿಜಯ ನ್ಯೂಸ್: [39, 262, 129, 277]
article-5-text: ಚನ್ನರಾಯಪಟ್ಟಣ: ಮೇಕೆದಾಟು ಯೋಜನೆಗೆ ಸಂಬಂಧಿಸಿದಂತೆ ಸುಪ್ರೀಂ ಕೋರ್ಟ್ ನೀಡಿರುವ ತೀರ್ಪು ಸ್ವಾಗತಾರ್ಹ ಎಂದು ಕಾಂಗ್ರೆಸ್ ಮುಖಂಡರು ತಿಳಿಸಿದರು. ಕರ್ನಾಟಕದ ಪರವಾಗಿ ಬಂದಿರುವ ಈ ತೀರ್ಪು ರಾಜ್ಯದ ಜನತೆಗೆ ಸಂತಸ ತಂದಿದೆ. ಬೆಂಗಳೂರು ನಗರದ ಕುಡಿಯುವ ನೀರಿನ ಸಮಸ್ಯೆ ನೀಗಿಸಲು ಈ ಯೋಜನೆ ಸಹಕಾರಿಯಾಗಲಿದೆ. ಉಪಮುಖ್ಯಮಂತ್ರಿ ಡಿ.ಕೆ. ಶಿವಕುಮಾರ್ ಅವರ ಪರಿಶ್ರಮದಿಂದ ಈ ಗೆಲುವು ಸಾಧ್ಯವಾಗಿದೆ. ಯೋಜನೆಯಿಂದ ವಿದ್ಯುತ್ ಉತ್ಪಾದನೆ ಹಾಗೂ ಕುಡಿಯುವ ನೀರು ಪೂರೈಕೆಗೆ ಅನುಕೂಲವಾಗಲಿದೆ. ಬ್ಲಾಕ್ ಕಾಂಗ್ರೆಸ್ ಅಧ್ಯಕ್ಷರು ಮಾತನಾಡಿ, ಕಾಮಗಾರಿ ಶೀಘ್ರ ಆರಂಭವಾಗಬೇಕು ಎಂದರು. ಈ ಸಂದರ್ಭದಲ್ಲಿ ಪಕ್ಷದ ಪದಾಧಿಕಾರಿಗಳು, ಮುಖಂಡರು ಸಿಹಿ ಹಂಚಿ ಸಂಭ್ರಮಿಸಿದರು.: [27, 1514, 193, 1859]
article-4: [760, 750, 1497, 1217]
news-tag-label: ಭೀಮ ವಿಜಯ ನ್ಯೂಸ್: [1244, 1494, 1334, 1509]
tag-dot-icon: [1232, 1498, 1239, 1506]
article-3-body-left: [27, 822, 192, 1210]
article-7-headline: ಪ್ರಥಮ ಚಿಕಿತ್ಸೆ ಪೆಟ್ಟಿಗೆ ಕೊಡುಗೆ: [1149, 1237, 1410, 1269]
article-8-text-2: ಹಾಸನ: ದಾನದಲ್ಲಿ ಶ್ರೇಷ್ಠವಾದ ರಕ್ತದಾನ ಇದನ್ನು ನೀಡಿದವರ ಆರೋಗ್ಯವೂ ವೃದ್ಧಿಯಾಗುತ್ತದೆ ಹಾಗೂ ಬ್ಬೃಮೃತ್ಯುವಿನ ಜೀವ ಉಳಿಯುತ್ತದೆ ಎಂದು ಶ್ರೀ ಕ್ಷೇತ್ರದ ಮಹಾಸ್ವಾಮೀಜಿ ಶಿಬಿರಕ್ಕೆ ಚಾಲನೆ ನೀಡಿದರು. ಹಳೇಬೀಡು ಸಮೀಪದ ಗ್ರಾಮದಲ್ಲಿ ಚೇತನ್ ಗುರೂಜಿ ಅವರ ಸ್ವಾಭಿಮಾನ ಶ್ರೇಷ್ಠ ರಾಷ್ಟ್ರೀಯ ಸಂಸ್ಥೆ ಹಾಗೂ ರೋಟರಿ ಕ್ಲಬ್, ಲಯನ್ಸ್ ಕ್ಲಬ್ ಸಹಯೋಗದಲ್ಲಿ ಬೃಹತ್ ರಕ್ತದಾನ ಹಾಗೂ ಉಚಿತ ಆರೋಗ್ಯ ತಪಾಸಣೆ ಶಿಬಿರ ಆಯೋಜಿಸಲಾಗಿತ್ತು. ನೂರಾರು ಜನರು ರಕ್ತದಾನ ಮಾಡಿ ಮಾನವೀಯತೆ ಮೆರೆದರು. ಆರೋಗ್ಯಕರ ಸಮಾಜ: [395, 2246, 755, 2377]
article-8-headline: ಬೃಹತ್ ರಕ್ತದಾನ ಉಚಿತ ಆರೋಗ್ಯ ತಪಾಸಣೆ ಶಿಬಿರದಲ್ಲಿ ದೇಹ: [25, 1968, 843, 2017]
article-7-text: ಚನ್ನರಾಯಪಟ್ಟಣ: ಭಾರತೀಯ ರೆಡ್ ಕ್ರಾಸ್ ಸಂಸ್ಥೆ ತಾಲೂಕು ಘಟಕ ಚನ್ನರಾಯಪಟ್ಟಣ ಇವರ ವತಿಯಿಂದ ರಾಷ್ಟ್ರೀಯ ವಿಪತ್ತು ನಿರ್ವಹಣೆಯ ಅಂಗವಾಗಿ ಸರ್ಕಾರಿ ಶಾಲೆಗಳಿಗೆ ಪ್ರಥಮ ಚಿಕಿತ್ಸೆ ಪೆಟ್ಟಿಗೆಗಳನ್ನು ಕೊಡುಗೆಯಾಗಿ ನೀಡಲಾಯಿತು. ಈ ಕಾರ್ಯಕ್ರಮವನ್ನು ಶ್ರೀಯುತ ಭರತ್ ಕುಮಾರ್ ಹೆಚ್ ಜಿ ಅವರು ಉದ್ಘಾಟಿಸಿದರು. ವಿದ್ಯಾರ್ಥಿಗಳಿಗೆ ಪ್ರಥಮ ಚಿಕಿತ್ಸೆಯ ಮಹತ್ವ, ಅಪಘಾತ ಸಂದರ್ಭದಲ್ಲಿ ಕೈಗೊಳ್ಳಬೇಕಾದ ಕ್ರಮಗಳ ಕುರಿತು ಮಾಹಿತಿ ನೀಡಲಾಯಿತು. ರೆಡ್ ಕ್ರಾಸ್ ಸಂಸ್ಥೆ ಸಮಾಜ ಸೇವೆಯಲ್ಲಿ ನಿರಂತರವಾಗಿ ತೊಡಗಿಸಿಕೊಂಡಿದೆ. ಯುವ ರೆಡ್ ಕ್ರಾಸ್ ಘಟಕದ ವಿದ್ಯಾರ್ಥಿಗಳು ಸ್ವಯಂಸೇವಕರಾಗಿ ಭಾಗವಹಿಸಬೇಕು ಎಂದು ತಿಳಿಸಿದರು. ಶಾಲೆಯ ಮುಖ್ಯೋಪಾಧ್ಯಾಯರು, ಶಿಕ್ಷಕರು ಹಾಗೂ ರೆಡ್ ಕ್ರಾಸ್ ಪದಾಧಿಕಾರಿಗಳು ಉಪಸ್ಥಿತರಿದ್ದರು. ಸಂಸ್ಥೆಯ ಕಾರ್ಯದರ್ಶಿ ಸ್ವಾಗತಿಸಿ, ನಿರ್ದೇಶಕರು ವಂದಿಸಿದರು. ವಿದ್ಯಾರ್ಥಿಗಳಿಗೆ ಆರೋಗ್ಯ ಜಾಗೃತಿ ಕುರಿತು ಉಪನ್ಯಾಸ ನೀಡಲಾಯಿತು. ಗ್ರಾಮೀಣ ಭಾಗದ ಶಾಲೆಗಳಿಗೂ ಸೌಲಭ್ಯ ವಿಸ್ತರಿಸುವುದಾಗಿ ತಿಳಿಸಿದರು.: [1150, 1519, 1489, 1747]
issue-date: 16ನೇ ನವೆಂಬರ್ 2025: [33, 35, 303, 69]
tag-dot-icon: [27, 266, 34, 273]
news-tag-label: ಭೀಮ ವಿಜಯ ನ್ಯೂಸ್: [784, 829, 874, 844]
article-1-body-left: [27, 282, 207, 732]
article-6-headline: 72ನೇ ಅಖಿಲ ಭಾರತ ಸಹಕಾರ ಸಪ್ತಾಹ: [582, 1230, 1127, 1289]
article-1-headline-1: ಎಂ.ಪಿ. ಶ್ರೇಯಸ್ ಪಟೇಲ್ ಹುಟ್ಟು ಹಬ್ಬದ: [118, 108, 840, 169]
news-tag-label: ಭೀಮ ವಿಜಯ ನ್ಯೂಸ್: [138, 2032, 228, 2047]
article-2-body-right: [1194, 482, 1490, 734]
page-number: 02: [1425, 30, 1477, 73]
article-8-text: ಹಾಸನ: ದಾನದಲ್ಲಿ ಶ್ರೇಷ್ಠವಾದ ರಕ್ತದಾನ ಇದನ್ನು ನೀಡಿದವರ ಆರೋಗ್ಯವೂ ವೃದ್ಧಿಯಾಗುತ್ತದೆ ಹಾಗೂ ಬ್ಬೃಮೃತ್ಯುವಿನ ಜೀವ ಉಳಿಯುತ್ತದೆ ಎಂದು ಶ್ರೀ ಕ್ಷೇತ್ರದ ಮಹಾಸ್ವಾಮೀಜಿ ಶಿಬಿರಕ್ಕೆ ಚಾಲನೆ ನೀಡಿದರು. ಹಳೇಬೀಡು ಸಮೀಪದ ಗ್ರಾಮದಲ್ಲಿ ಚೇತನ್ ಗುರೂಜಿ ಅವರ ಸ್ವಾಭಿಮಾನ ಶ್ರೇಷ್ಠ ರಾಷ್ಟ್ರೀಯ ಸಂಸ್ಥೆ ಹಾಗೂ ರೋಟರಿ ಕ್ಲಬ್, ಲಯನ್ಸ್ ಕ್ಲಬ್ ಸಹಯೋಗದಲ್ಲಿ ಬೃಹತ್ ರಕ್ತದಾನ ಹಾಗೂ ಉಚಿತ ಆರೋಗ್ಯ ತಪಾಸಣೆ ಶಿಬಿರ ಆಯೋಜಿಸಲಾಗಿತ್ತು. ನೂರಾರು ಜನರು ರಕ್ತದಾನ ಮಾಡಿ ಮಾನವೀಯತೆ ಮೆರೆದರು. ಆರೋಗ್ಯಕರ ಸಮಾಜ ನಿರ್ಮಾಣಕ್ಕೆ ಇಂತಹ ಶಿಬಿರಗಳು ಅಗತ್ಯ ಎಂದರು.: [27, 2056, 387, 2187]
